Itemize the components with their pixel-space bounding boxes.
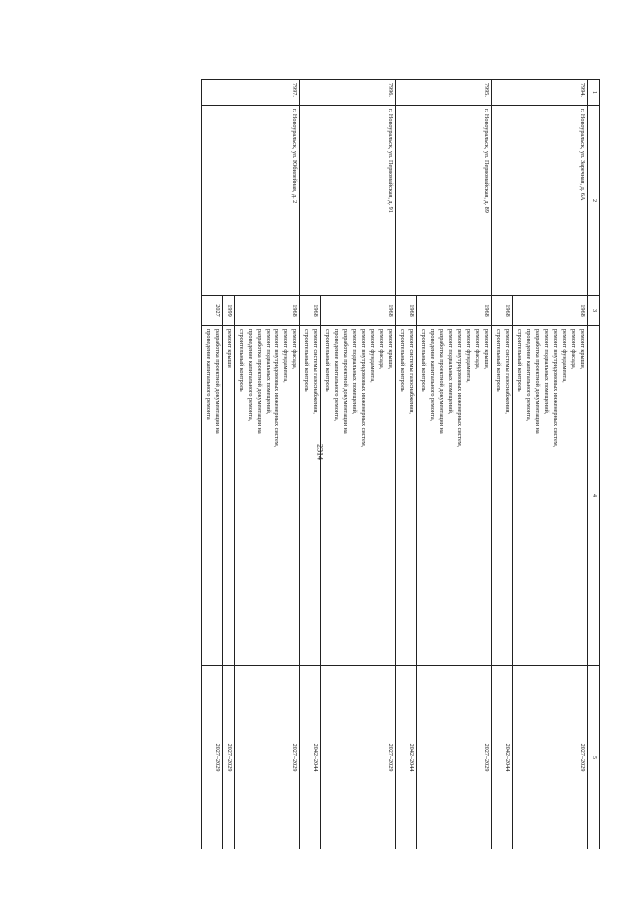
table-container xyxy=(90,79,600,849)
works-cell xyxy=(513,326,588,666)
period-cell: 2042–2044 xyxy=(300,666,321,850)
address-cell: г. Новоуральск, ул. Первомайская, д. 91 xyxy=(300,106,396,296)
works-cell xyxy=(201,326,222,666)
works-cell xyxy=(492,326,513,666)
repair-schedule-table xyxy=(201,79,600,849)
year-cell: 1968 xyxy=(321,296,396,326)
header-col-3: 3 xyxy=(588,296,600,326)
works-cell xyxy=(396,326,417,666)
year-cell: 1968 xyxy=(492,296,513,326)
work-line: проведение капитального ремонта xyxy=(204,329,212,420)
work-line: ремонт подвальных помещений, xyxy=(543,329,551,415)
table-body xyxy=(201,80,587,850)
year-cell: 2027 xyxy=(201,296,222,326)
work-line: ремонт внутридомовых инженерных систем, xyxy=(360,329,368,448)
work-line: ремонт фасада, xyxy=(570,329,578,370)
work-line: ремонт системы газоснабжения, xyxy=(504,329,512,414)
work-line: ремонт внутридомовых инженерных систем, xyxy=(456,329,464,448)
header-col-4: 4 xyxy=(588,326,600,666)
work-line: разработка проектной документации на xyxy=(534,329,542,434)
works-cell xyxy=(222,326,234,666)
rotated-table-frame xyxy=(90,79,600,849)
work-line: ремонт фасада, xyxy=(291,329,299,370)
period-cell: 2027–2029 xyxy=(201,666,222,850)
work-line: разработка проектной документации на xyxy=(255,329,263,434)
year-cell: 1968 xyxy=(234,296,300,326)
year-cell: 1999 xyxy=(222,296,234,326)
work-line: ремонт фундамента, xyxy=(561,329,569,383)
year-cell: 1968 xyxy=(300,296,321,326)
works-cell xyxy=(321,326,396,666)
work-line: строительный контроль xyxy=(399,329,407,392)
work-line: ремонт системы газоснабжения, xyxy=(408,329,416,414)
work-line: проведение капитального ремонта, xyxy=(246,329,254,422)
work-line: проведение капитального ремонта, xyxy=(429,329,437,422)
work-line: ремонт крыши, xyxy=(483,329,491,370)
page-number: 2314 xyxy=(315,444,325,460)
year-cell: 1968 xyxy=(513,296,588,326)
work-line: ремонт фундамента, xyxy=(282,329,290,383)
work-line: разработка проектной документации на xyxy=(438,329,446,434)
work-line: ремонт крыши, xyxy=(387,329,395,370)
work-line: ремонт подвальных помещений, xyxy=(351,329,359,415)
address-cell: г. Новоуральск, ул. Заречная, д. 6А xyxy=(492,106,588,296)
work-line: проведение капитального ремонта, xyxy=(525,329,533,422)
work-line: ремонт системы газоснабжения, xyxy=(312,329,320,414)
table-row xyxy=(321,80,396,850)
table-row xyxy=(513,80,588,850)
header-row xyxy=(588,80,600,850)
row-number-cell: 7996. xyxy=(300,80,396,106)
work-line: ремонт крыши, xyxy=(579,329,586,370)
period-cell: 2027–2029 xyxy=(321,666,396,850)
work-line: строительный контроль xyxy=(516,329,524,392)
header-col-5: 5 xyxy=(588,666,600,850)
works-cell xyxy=(417,326,492,666)
work-line: строительный контроль xyxy=(324,329,332,392)
work-line: строительный контроль xyxy=(303,329,311,392)
work-line: ремонт крыши xyxy=(225,329,233,368)
year-cell: 1968 xyxy=(396,296,417,326)
work-line: разработка проектной документации на xyxy=(342,329,350,434)
period-cell: 2027–2029 xyxy=(513,666,588,850)
work-line: ремонт фундамента, xyxy=(369,329,377,383)
work-line: ремонт фасада, xyxy=(474,329,482,370)
row-number-cell: 7995. xyxy=(396,80,492,106)
header-col-2: 2 xyxy=(588,106,600,296)
work-line: разработка проектной документации на xyxy=(213,329,221,434)
table-row xyxy=(417,80,492,850)
works-cell xyxy=(234,326,300,666)
address-cell: г. Новоуральск, ул. Юбилейная, д. 2 xyxy=(201,106,300,296)
period-cell: 2042–2044 xyxy=(492,666,513,850)
row-number-cell: 7997. xyxy=(201,80,300,106)
work-line: ремонт фасада, xyxy=(378,329,386,370)
work-line: проведение капитального ремонта, xyxy=(333,329,341,422)
work-line: ремонт подвальных помещений, xyxy=(447,329,455,415)
work-line: ремонт подвальных помещений, xyxy=(264,329,272,415)
work-line: строительный контроль xyxy=(237,329,245,392)
header-col-1: 1 xyxy=(588,80,600,106)
works-cell xyxy=(300,326,321,666)
work-line: ремонт внутридомовых инженерных систем, xyxy=(552,329,560,448)
work-line: ремонт внутридомовых инженерных систем, xyxy=(273,329,281,448)
work-line: ремонт фундамента, xyxy=(465,329,473,383)
address-cell: г. Новоуральск, ул. Первомайская, д. 89 xyxy=(396,106,492,296)
period-cell: 2027–2029 xyxy=(222,666,234,850)
period-cell: 2027–2029 xyxy=(417,666,492,850)
year-cell: 1968 xyxy=(417,296,492,326)
work-line: строительный контроль xyxy=(420,329,428,392)
period-cell: 2027–2029 xyxy=(234,666,300,850)
period-cell: 2042–2044 xyxy=(396,666,417,850)
row-number-cell: 7994. xyxy=(492,80,588,106)
table-row xyxy=(234,80,300,850)
work-line: строительный контроль xyxy=(495,329,503,392)
